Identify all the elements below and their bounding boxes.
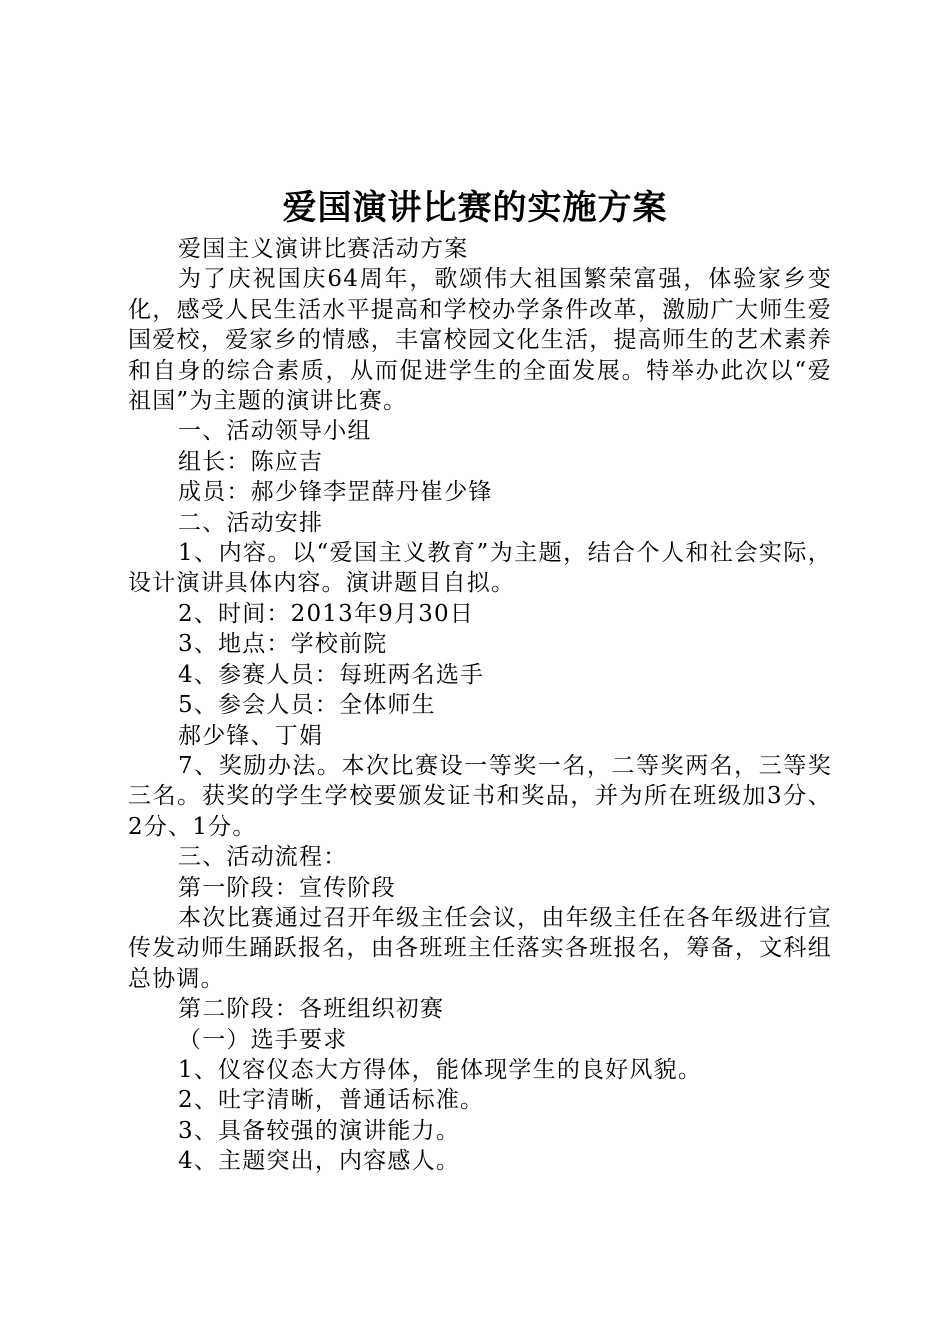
paragraph-requirement-2: 2、吐字清晰，普通话标准。 (178, 1087, 485, 1114)
paragraph-contestant-requirements: （一）选手要求 (178, 1026, 348, 1053)
paragraph-intro: 为了庆祝国庆64周年，歌颂伟大祖国繁荣富强，体验家乡变化，感受人民生活水平提高和学校办学条件改革，激励广大师生爱国爱校，爱家乡的情感，丰富校园文化生活，提高师生的艺术素养和自身的综合素质，从而促进学生的全面发展。特举办此次以“爱祖国”为主题的演讲比赛。 (128, 266, 832, 415)
paragraph-requirement-4: 4、主题突出，内容感人。 (178, 1148, 461, 1175)
paragraph-stage-one: 第一阶段：宣传阶段 (178, 874, 396, 901)
paragraph-subtitle: 爱国主义演讲比赛活动方案 (178, 236, 469, 262)
section-heading-arrangement: 二、活动安排 (178, 509, 324, 536)
paragraph-names: 郝少锋、丁娟 (178, 722, 324, 749)
section-heading-leadership: 一、活动领导小组 (178, 418, 372, 445)
paragraph-time: 2、时间：2013年9月30日 (178, 600, 475, 627)
paragraph-location: 3、地点：学校前院 (178, 631, 388, 658)
document-body (128, 234, 832, 1177)
paragraph-leader: 组长：陈应吉 (178, 448, 324, 475)
paragraph-participants: 4、参赛人员：每班两名选手 (178, 661, 485, 688)
paragraph-members: 成员：郝少锋李罡薛丹崔少锋 (178, 479, 493, 506)
paragraph-stage-two: 第二阶段：各班组织初赛 (178, 996, 445, 1023)
section-heading-process: 三、活动流程： (178, 844, 348, 871)
paragraph-requirement-3: 3、具备较强的演讲能力。 (178, 1117, 461, 1144)
paragraph-rewards: 7、奖励办法。本次比赛设一等奖一名，二等奖两名，三等奖三名。获奖的学生学校要颁发证书和奖品，并为所在班级加3分、2分、1分。 (128, 752, 832, 840)
paragraph-attendees: 5、参会人员：全体师生 (178, 692, 436, 719)
document-title: 爱国演讲比赛的实施方案 (282, 188, 668, 228)
paragraph-requirement-1: 1、仪容仪态大方得体，能体现学生的良好风貌。 (178, 1056, 703, 1083)
paragraph-content: 1、内容。以“爱国主义教育”为主题，结合个人和社会实际，设计演讲具体内容。演讲题目自拟。 (128, 540, 832, 597)
paragraph-stage-one-detail: 本次比赛通过召开年级主任会议，由年级主任在各年级进行宣传发动师生踊跃报名，由各班班主任落实各班报名，筹备，文科组总协调。 (128, 904, 832, 992)
